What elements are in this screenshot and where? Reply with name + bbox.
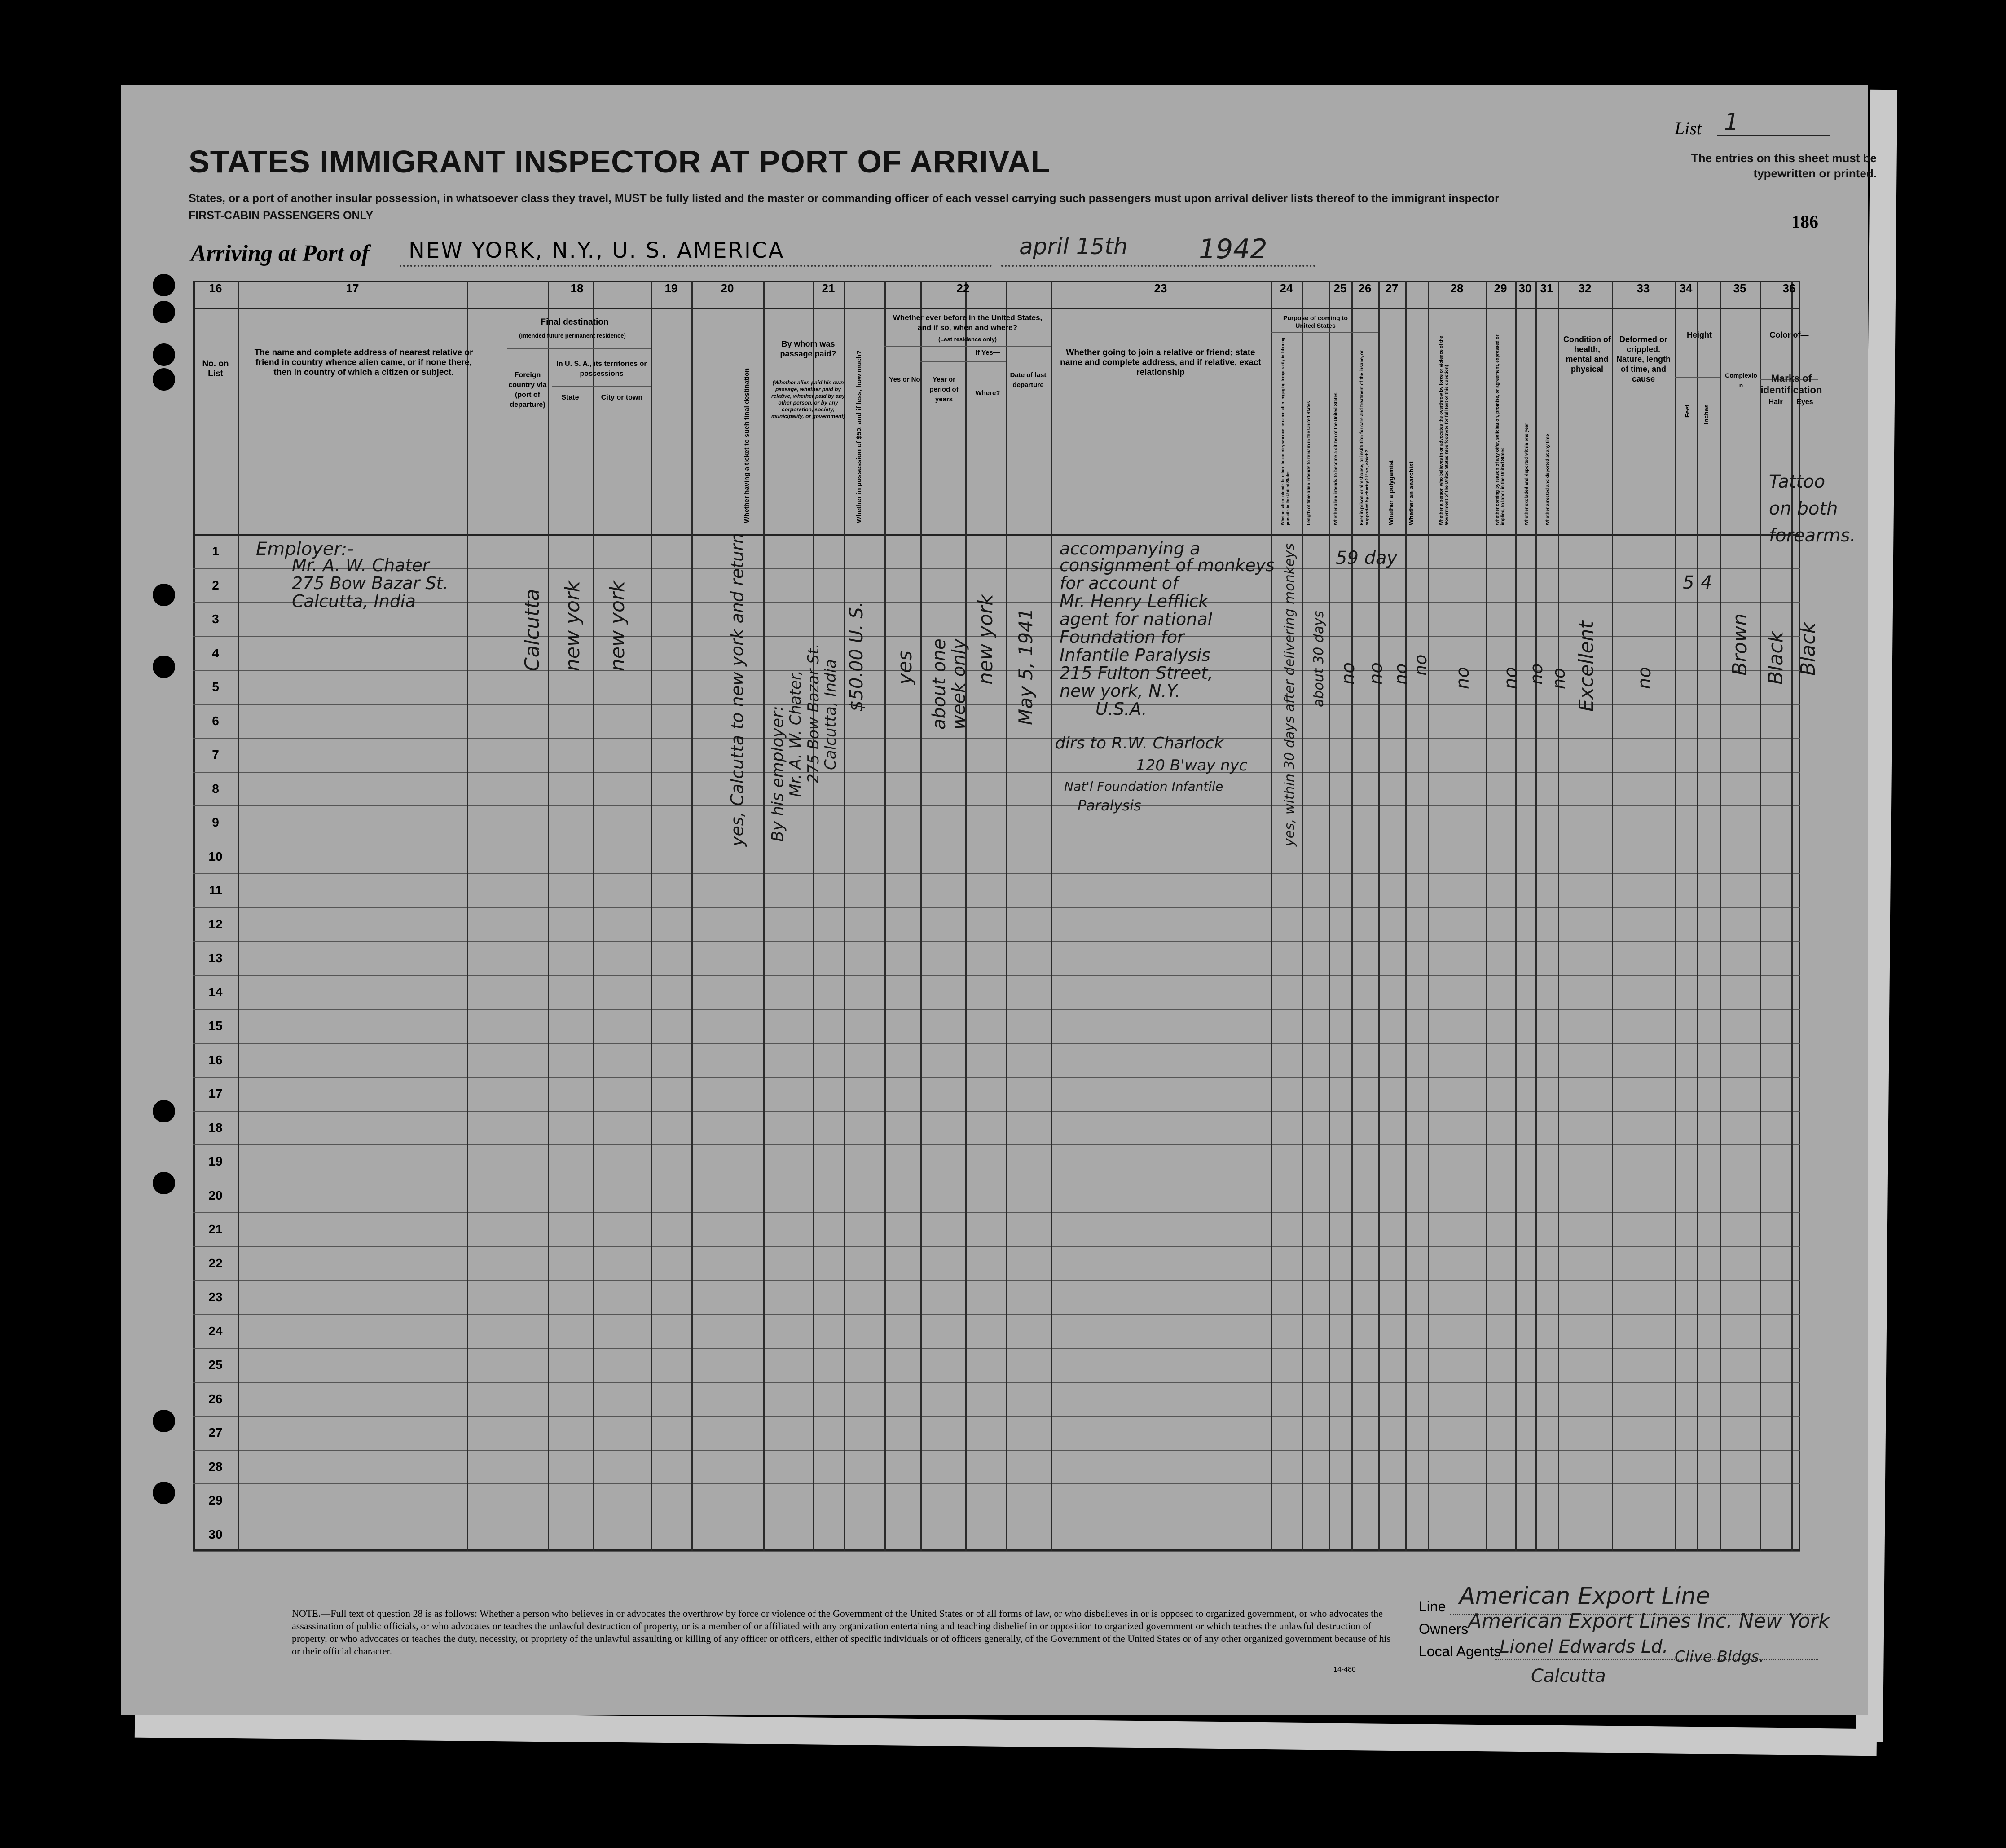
polygamist-answer: no	[1391, 663, 1411, 685]
col30-header: Whether excluded and deported within one year	[1524, 423, 1529, 525]
port-value: NEW YORK, N.Y., U. S. AMERICA	[409, 238, 785, 263]
col32-header: Condition of health, mental and physical	[1563, 335, 1611, 374]
col26-header: Whether a polygamist	[1387, 460, 1395, 525]
col22-header: Whether ever before in the United States, and if so, when and where?	[893, 313, 1043, 332]
col25-header: Ever in prison or almshouse, or institution for care and treatment of the insane, or supported by charity? If so, which?	[1359, 350, 1370, 525]
col23-header: Whether going to join a relative or friend; state name and complete address, and if relative, exact relationship	[1060, 348, 1261, 377]
punch-hole	[153, 656, 175, 678]
row-number: 7	[212, 748, 219, 761]
height-feet: 5	[1683, 572, 1694, 593]
join-line-7: Infantile Paralysis	[1060, 645, 1210, 665]
row-number: 8	[212, 781, 219, 796]
arriving-label: Arriving at Port of	[191, 241, 370, 266]
row-rule	[193, 1483, 1800, 1484]
row-rule	[193, 1382, 1800, 1383]
overthrow-answer: no	[1452, 667, 1473, 689]
column-rule	[1486, 281, 1487, 1551]
prison-answer: no	[1366, 662, 1386, 685]
page-title: STATES IMMIGRANT INSPECTOR AT PORT OF ARRIVAL	[189, 144, 1051, 179]
col34-feet: Feet	[1684, 405, 1691, 418]
marks-line-3: forearms.	[1769, 525, 1856, 546]
col22-ifyes: If Yes—	[976, 349, 1000, 356]
column-number: 29	[1494, 282, 1507, 295]
agents-value-1: Lionel Edwards Ld.	[1500, 1637, 1668, 1657]
col24b-header: Length of time alien intends to remain in the United States	[1307, 401, 1311, 525]
column-rule	[1271, 281, 1272, 1551]
row-number: 4	[212, 646, 219, 660]
column-number: 31	[1540, 282, 1553, 295]
arrested-answer: no	[1549, 668, 1569, 689]
row-number: 6	[212, 713, 219, 728]
row-rule	[193, 1246, 1800, 1247]
paid-by-4: Calcutta, India	[822, 659, 840, 770]
column-number: 19	[664, 282, 678, 295]
column-rule	[1405, 281, 1407, 1551]
health-answer: Excellent	[1575, 621, 1598, 712]
relative-line-1: Employer:-	[256, 539, 354, 559]
col36-header: Color of—	[1769, 330, 1809, 339]
row-rule	[193, 873, 1800, 874]
period-answer-1: about one week only	[929, 638, 969, 730]
column-rule	[593, 281, 594, 1551]
col18-foreign: Foreign country via (port of departure)	[508, 371, 547, 409]
list-value: 1	[1724, 109, 1739, 136]
row-rule	[193, 1551, 1800, 1552]
column-rule	[1535, 281, 1537, 1551]
col29-header: Whether coming by reason of any offer, solicitation, promise, or agreement, expressed or implied, to labor in the United States	[1495, 334, 1505, 525]
column-rule	[965, 281, 967, 1551]
column-number: 32	[1578, 282, 1592, 295]
column-number: 30	[1518, 282, 1532, 295]
join-line-2: consignment of monkeys	[1060, 555, 1275, 575]
column-rule	[238, 281, 239, 1551]
row-number: 15	[208, 1019, 223, 1033]
column-rule	[1051, 281, 1052, 1551]
col18-state: State	[561, 394, 579, 401]
row-number: 12	[208, 917, 223, 931]
row-number: 21	[208, 1222, 223, 1236]
col18-city: City or town	[601, 394, 643, 401]
col17-header: The name and complete address of nearest relative or friend in country whence alien came, or if none there, then in country of which a citizen or subject.	[254, 348, 473, 377]
punch-hole	[153, 1410, 175, 1432]
paid-by-2: Mr. A. W. Chater,	[787, 670, 805, 797]
row-rule	[193, 1416, 1800, 1417]
col22-date: Date of last departure	[1010, 371, 1047, 389]
column-rule	[691, 281, 693, 1551]
column-rule	[1302, 281, 1303, 1551]
column-number: 25	[1333, 282, 1347, 295]
annotation-line-3: Nat'l Foundation Infantile	[1064, 779, 1223, 794]
punch-hole	[153, 274, 175, 296]
column-number: 16	[209, 282, 222, 295]
join-line-6: Foundation for	[1060, 627, 1184, 647]
row-number: 5	[212, 680, 219, 694]
annotation-line-1: dirs to R.W. Charlock	[1055, 734, 1223, 752]
via-port: Calcutta	[521, 589, 544, 671]
row-number: 30	[208, 1527, 223, 1541]
col36-eyes: Eyes	[1796, 398, 1813, 406]
col16-header: No. on List	[202, 359, 229, 378]
before-in-us: yes	[893, 650, 916, 685]
date-value: april 15th	[1019, 233, 1128, 260]
row-rule	[193, 1314, 1800, 1315]
column-rule	[467, 281, 468, 1551]
column-rule	[1006, 281, 1007, 1551]
back-sheet	[135, 1711, 1877, 1756]
row-rule	[193, 941, 1800, 942]
column-number: 26	[1358, 282, 1372, 295]
agents-label: Local Agents	[1419, 1643, 1501, 1659]
column-rule	[1329, 281, 1330, 1551]
col33-header: Deformed or crippled. Nature, length of time, and cause	[1616, 335, 1671, 383]
subheader-rule	[1675, 377, 1720, 378]
subheader-rule	[552, 386, 651, 387]
row-rule	[193, 1280, 1800, 1281]
offer-answer: no	[1500, 667, 1521, 689]
column-number: 35	[1733, 282, 1746, 295]
row-rule	[193, 975, 1800, 976]
deformed-answer: no	[1634, 667, 1655, 689]
col24-header: Purpose of coming to United States	[1283, 314, 1348, 329]
subheader-rule	[507, 348, 651, 349]
page-number: 186	[1791, 211, 1818, 232]
row-number: 10	[208, 849, 223, 863]
col22-note: (Last residence only)	[938, 336, 997, 343]
join-line-5: agent for national	[1060, 609, 1213, 629]
relative-line-4: Calcutta, India	[292, 591, 416, 611]
column-rule	[920, 281, 922, 1551]
marks-line-2: on both	[1769, 498, 1838, 519]
footnote: NOTE.—Full text of question 28 is as follows: Whether a person who believes in or advocates the overthrow by force or violence of the Government of the United States or of all forms of law, or who disbelieves in or is opposed to organized government, or who advocates the assassination of public officials, or who advocates or teaches the unlawful destruction of property, or is a member of or affiliated with any organization entertaining and teaching disbelief in or opposition to organized government or which teaches the unlawful destruction of property, or who advocates or teaches the duty, necessity, or propriety of the unlawful assaulting or killing of any officer or officers, either of specific individuals or of officers generally, of the Government of the United States or of any other organized government because of his or their official character.	[292, 1608, 1391, 1657]
excluded-answer: no	[1526, 663, 1546, 685]
column-number: 36	[1782, 282, 1796, 295]
col27-header: Whether an anarchist	[1408, 461, 1415, 525]
line-value: American Export Line	[1459, 1583, 1711, 1610]
row-rule	[193, 1348, 1800, 1349]
where-answer: new york	[974, 594, 997, 685]
row-number: 13	[208, 951, 223, 965]
col37-header-label: Marks of identification	[1760, 373, 1822, 396]
punch-hole	[153, 301, 175, 323]
col21-header: Whether in possession of $50, and if less, how much?	[855, 350, 863, 523]
column-rule	[1612, 281, 1613, 1551]
column-rule	[651, 281, 652, 1551]
column-rule	[1697, 281, 1698, 1551]
column-number: 33	[1636, 282, 1650, 295]
column-rule	[548, 281, 549, 1551]
col18-note: (Intended future permanent residence)	[519, 332, 626, 339]
marks-line-1-visible: Tattoo	[1769, 471, 1826, 492]
column-rule	[1351, 281, 1353, 1551]
col24a-header: Whether alien intends to return to country whence he came after engaging temporarily in laboring pursuits in the United States	[1280, 337, 1290, 525]
table-border	[193, 281, 1800, 1551]
row-number: 27	[208, 1426, 223, 1439]
subheader-rule	[884, 346, 1051, 347]
row-number: 26	[208, 1391, 223, 1406]
column-number: 28	[1450, 282, 1464, 295]
row-number: 28	[208, 1459, 223, 1474]
column-number: 24	[1280, 282, 1293, 295]
row-rule	[193, 1212, 1800, 1213]
row-rule	[193, 805, 1800, 806]
row-rule	[193, 1077, 1800, 1078]
row-number: 3	[212, 612, 219, 626]
join-line-3: for account of	[1060, 573, 1179, 593]
destination-state: new york	[561, 581, 584, 671]
join-line-1: accompanying a	[1060, 539, 1201, 559]
purpose-length: about 30 days	[1311, 611, 1327, 707]
column-number: 34	[1679, 282, 1693, 295]
row-rule	[193, 704, 1800, 705]
col18-header: Final destination	[541, 317, 609, 327]
complexion-answer: Brown	[1729, 613, 1751, 676]
col35-header: Complexion	[1725, 372, 1757, 389]
col34-header: Height	[1687, 330, 1712, 339]
row-number: 19	[208, 1154, 223, 1168]
col22-yesno: Yes or No	[889, 376, 920, 383]
column-rule	[1428, 281, 1429, 1551]
paid-by-1: By his employer:	[769, 706, 787, 842]
last-departure: May 5, 1941	[1015, 608, 1037, 725]
row-number: 2	[212, 578, 219, 592]
row-rule	[193, 1043, 1800, 1044]
row-number: 29	[208, 1493, 223, 1507]
column-rule	[1515, 281, 1517, 1551]
destination-city: new york	[606, 581, 629, 671]
line-label: Line	[1419, 1598, 1446, 1615]
purpose-stamp: 59 day	[1336, 548, 1398, 568]
paid-by-3: 275 Bow Bazar St.	[805, 643, 823, 783]
join-line-9: new york, N.Y.	[1060, 681, 1181, 701]
punch-hole	[153, 368, 175, 391]
column-rule	[884, 281, 886, 1551]
year-value: 1942	[1199, 233, 1267, 265]
owners-label: Owners	[1419, 1621, 1469, 1637]
owners-value: American Export Lines Inc. New York	[1468, 1610, 1830, 1632]
punch-hole	[153, 1172, 175, 1194]
column-rule	[813, 281, 814, 1551]
join-line-10: U.S.A.	[1095, 699, 1147, 719]
join-line-8: 215 Fulton Street,	[1060, 663, 1214, 683]
row-number: 22	[208, 1256, 223, 1270]
port-underline	[400, 265, 992, 267]
row-number: 11	[209, 883, 222, 897]
column-number: 20	[721, 282, 734, 295]
column-rule	[1378, 281, 1380, 1551]
column-number: 21	[822, 282, 835, 295]
row-rule	[193, 1144, 1800, 1145]
row-rule	[193, 1009, 1800, 1010]
col22-period: Year or period of years	[929, 376, 959, 403]
row-number: 9	[212, 815, 219, 829]
row-rule	[193, 1450, 1800, 1451]
row-number: 20	[208, 1188, 223, 1202]
class-line: FIRST-CABIN PASSENGERS ONLY	[189, 209, 374, 222]
column-number: 22	[956, 282, 970, 295]
col28-header: Whether a person who believes in or advocates the overthrow by force or violence of the Government of the United States (See footnote for full text of this question)	[1439, 336, 1449, 525]
list-label: List	[1675, 118, 1702, 138]
agents-value-3: Calcutta	[1531, 1666, 1606, 1686]
row-number: 25	[208, 1358, 223, 1372]
row-rule	[193, 738, 1800, 739]
annotation-line-4: Paralysis	[1078, 797, 1141, 814]
col24c-header: Whether alien intends to become a citizen of the United States	[1333, 392, 1338, 525]
punch-hole	[153, 343, 175, 366]
form-code: 14-480	[1333, 1666, 1356, 1673]
col19-header: Whether having a ticket to such final destination	[743, 368, 751, 523]
col18-usa: In U. S. A., its territories or possessions	[556, 360, 647, 378]
ticket-answer: yes, Calcutta to new york and return	[727, 533, 747, 846]
header-subtitle: States, or a port of another insular possession, in whatsoever class they travel, MUST be fully listed and the master or commanding officer of each vessel carrying such passengers must upon arrival deliver lists thereof to the immigrant inspector	[189, 192, 1499, 205]
row-number: 16	[208, 1052, 223, 1067]
column-number: 17	[346, 282, 359, 295]
col20-note: (Whether alien paid his own passage, whether paid by relative, whether paid by any other person, or by any corporation, society, municipality, or government)	[771, 379, 845, 419]
punch-hole	[153, 584, 175, 606]
colnum-rule	[193, 308, 1800, 309]
relative-line-3: 275 Bow Bazar St.	[292, 573, 449, 593]
col31-header: Whether arrested and deported at any time	[1545, 434, 1550, 525]
row-number: 24	[208, 1324, 223, 1338]
column-rule	[844, 281, 845, 1551]
agents-value-2: Clive Bldgs.	[1675, 1648, 1764, 1666]
column-rule	[1720, 281, 1721, 1551]
purpose-return: yes, within 30 days after delivering monkeys	[1282, 543, 1298, 846]
row-rule	[193, 1111, 1800, 1112]
instructions: The entries on this sheet must be typewritten or printed.	[1691, 151, 1877, 180]
eyes-answer: Black	[1797, 622, 1820, 676]
citizen-answer: no	[1338, 662, 1359, 685]
row-number: 18	[208, 1120, 223, 1135]
header-rule	[193, 534, 1800, 536]
manifest-sheet	[121, 85, 1877, 1715]
money-answer: $50.00 U. S.	[846, 601, 867, 712]
row-number: 17	[208, 1087, 223, 1100]
join-line-4: Mr. Henry Lefflick	[1060, 591, 1209, 611]
row-rule	[193, 907, 1800, 908]
punch-hole	[153, 1100, 175, 1122]
column-rule	[1675, 281, 1676, 1551]
row-number: 14	[208, 985, 223, 999]
anarchist-answer: no	[1411, 654, 1430, 676]
col20-header: By whom was passage paid?	[780, 339, 836, 358]
col34-inches: Inches	[1702, 404, 1710, 424]
column-rule	[1558, 281, 1559, 1551]
punch-hole	[153, 1482, 175, 1504]
relative-line-2: Mr. A. W. Chater	[292, 555, 430, 575]
column-number: 27	[1385, 282, 1399, 295]
hair-answer: Black	[1764, 631, 1787, 685]
column-rule	[1760, 281, 1761, 1551]
height-inches: 4	[1701, 572, 1712, 593]
col36-hair: Hair	[1768, 398, 1783, 406]
annotation-line-2: 120 B'way nyc	[1136, 757, 1248, 774]
row-rule	[193, 568, 1800, 569]
row-number: 23	[208, 1290, 223, 1304]
column-number: 23	[1154, 282, 1167, 295]
subheader-rule	[920, 361, 1006, 362]
date-underline	[1001, 265, 1315, 267]
col22-where: Where?	[975, 389, 1000, 397]
row-rule	[193, 772, 1800, 773]
agents-underline	[1495, 1659, 1818, 1660]
column-number: 18	[570, 282, 584, 295]
column-rule	[763, 281, 765, 1551]
row-number: 1	[212, 544, 219, 558]
